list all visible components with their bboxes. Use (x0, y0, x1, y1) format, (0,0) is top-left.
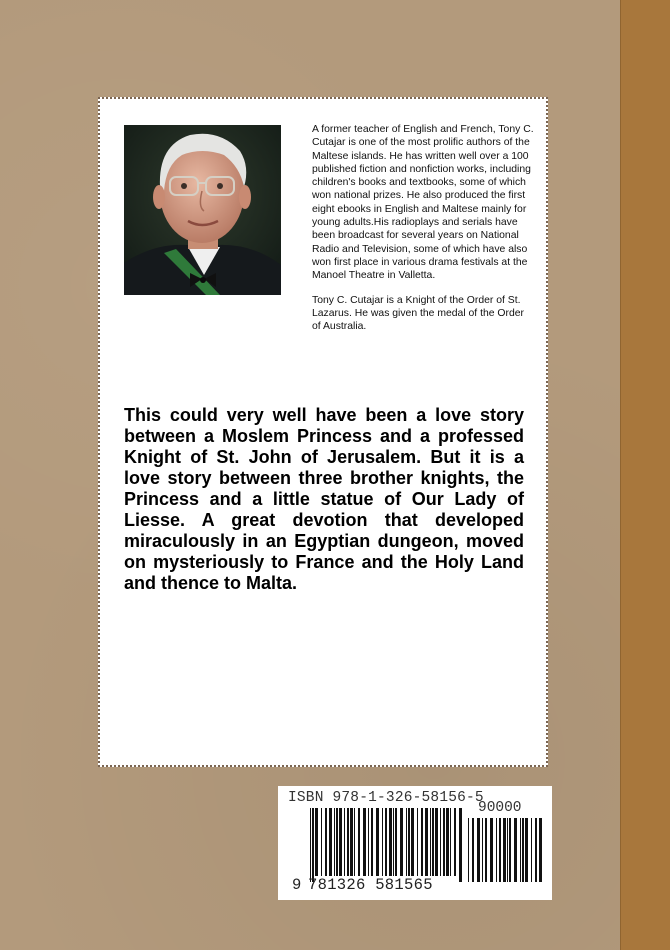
barcode-bar (358, 808, 360, 876)
barcode-bar (339, 808, 342, 876)
barcode-bar (539, 818, 542, 882)
barcode-bar (440, 808, 441, 876)
barcode-bar (531, 818, 532, 882)
barcode-bar (411, 808, 414, 876)
barcode-bar (485, 818, 487, 882)
author-photo (124, 125, 281, 295)
barcode-bar (334, 808, 335, 876)
barcode-bar (443, 808, 445, 876)
bio-paragraph-2: Tony C. Cutajar is a Knight of the Order of St. Lazarus. He was given the medal of the Order of Australia. (312, 294, 524, 333)
barcode-bar (350, 808, 353, 876)
barcode-bar (336, 808, 338, 876)
book-blurb: This could very well have been a love story between a Moslem Princess and a professed Knight of St. John of Jerusalem. But it is a love story between three brother knights, the Princess and a little statue of Our Lady of Liesse. A great devotion that developed miraculously in an Egyptian dungeon, moved on mysteriously to France and the Holy Land and thence to Malta. (124, 405, 524, 593)
barcode-bar (363, 808, 366, 876)
barcode-bar (395, 808, 397, 876)
barcode-bar (520, 818, 521, 882)
barcode-bar (347, 808, 349, 876)
content-panel (98, 97, 548, 767)
barcode-bar (406, 808, 407, 876)
barcode-bar (432, 808, 434, 876)
barcode-bar (430, 808, 431, 876)
barcode-bar (499, 818, 501, 882)
barcode-bar (482, 818, 483, 882)
barcode-bar (417, 808, 418, 876)
barcode-bar (477, 818, 480, 882)
barcode-bar (385, 808, 387, 876)
barcode-bar (310, 808, 311, 882)
barcode-bar (389, 808, 392, 876)
bio-paragraph-1: A former teacher of English and French, Tony C. Cutajar is one of the most prolific authors of the Maltese islands. He has written well over a 100 published fiction and nonfiction works, including children's books and textbooks, some of which won national prizes. He also produced the first eight ebooks in English and Maltese mainly for young adults.His radioplays and serials have been broadcast for several years on National Radio and Television, some of which have also won first place in various drama festivals at the Manoel Theatre in Valletta. (312, 124, 534, 282)
barcode-bar (312, 808, 314, 882)
barcode-bar (503, 818, 506, 882)
barcode-bar (321, 808, 322, 876)
barcode-bar (344, 808, 345, 876)
barcode-bar (425, 808, 428, 876)
barcode-bar (450, 808, 451, 876)
barcode-bar (382, 808, 383, 876)
barcode-bar (509, 818, 511, 882)
barcode-bar (446, 808, 449, 876)
barcode-bar (468, 818, 469, 882)
barcode-bar (507, 818, 508, 882)
barcode-bar (525, 818, 528, 882)
barcode-bar (400, 808, 403, 876)
barcode-bar (472, 818, 474, 882)
barcode-bar (496, 818, 497, 882)
price-code: 90000 (478, 800, 522, 816)
barcode-bar (454, 808, 456, 876)
author-portrait-image (124, 125, 281, 295)
barcode-bar (535, 818, 537, 882)
barcode-bar (376, 808, 379, 876)
barcode-bar (315, 808, 318, 876)
isbn-barcode (278, 786, 552, 900)
barcode-bar (408, 808, 410, 876)
barcode-bar (421, 808, 423, 876)
barcode-bar (329, 808, 332, 876)
barcode-bar (514, 818, 517, 882)
spine-edge (620, 0, 670, 950)
barcode-lead-digit: 9 (292, 876, 302, 894)
barcode-bar (325, 808, 327, 876)
author-bio (312, 123, 534, 344)
isbn-label: ISBN 978-1-326-58156-5 (288, 790, 484, 806)
barcode-bar (393, 808, 394, 876)
barcode-digits: 781326 581565 (308, 876, 433, 894)
barcode-bar (490, 818, 493, 882)
barcode-bar (354, 808, 355, 876)
barcode-bar (371, 808, 373, 876)
barcode-bar (459, 808, 462, 882)
barcode-bar (522, 818, 524, 882)
barcode-bar (368, 808, 369, 876)
barcode-bar (435, 808, 438, 876)
